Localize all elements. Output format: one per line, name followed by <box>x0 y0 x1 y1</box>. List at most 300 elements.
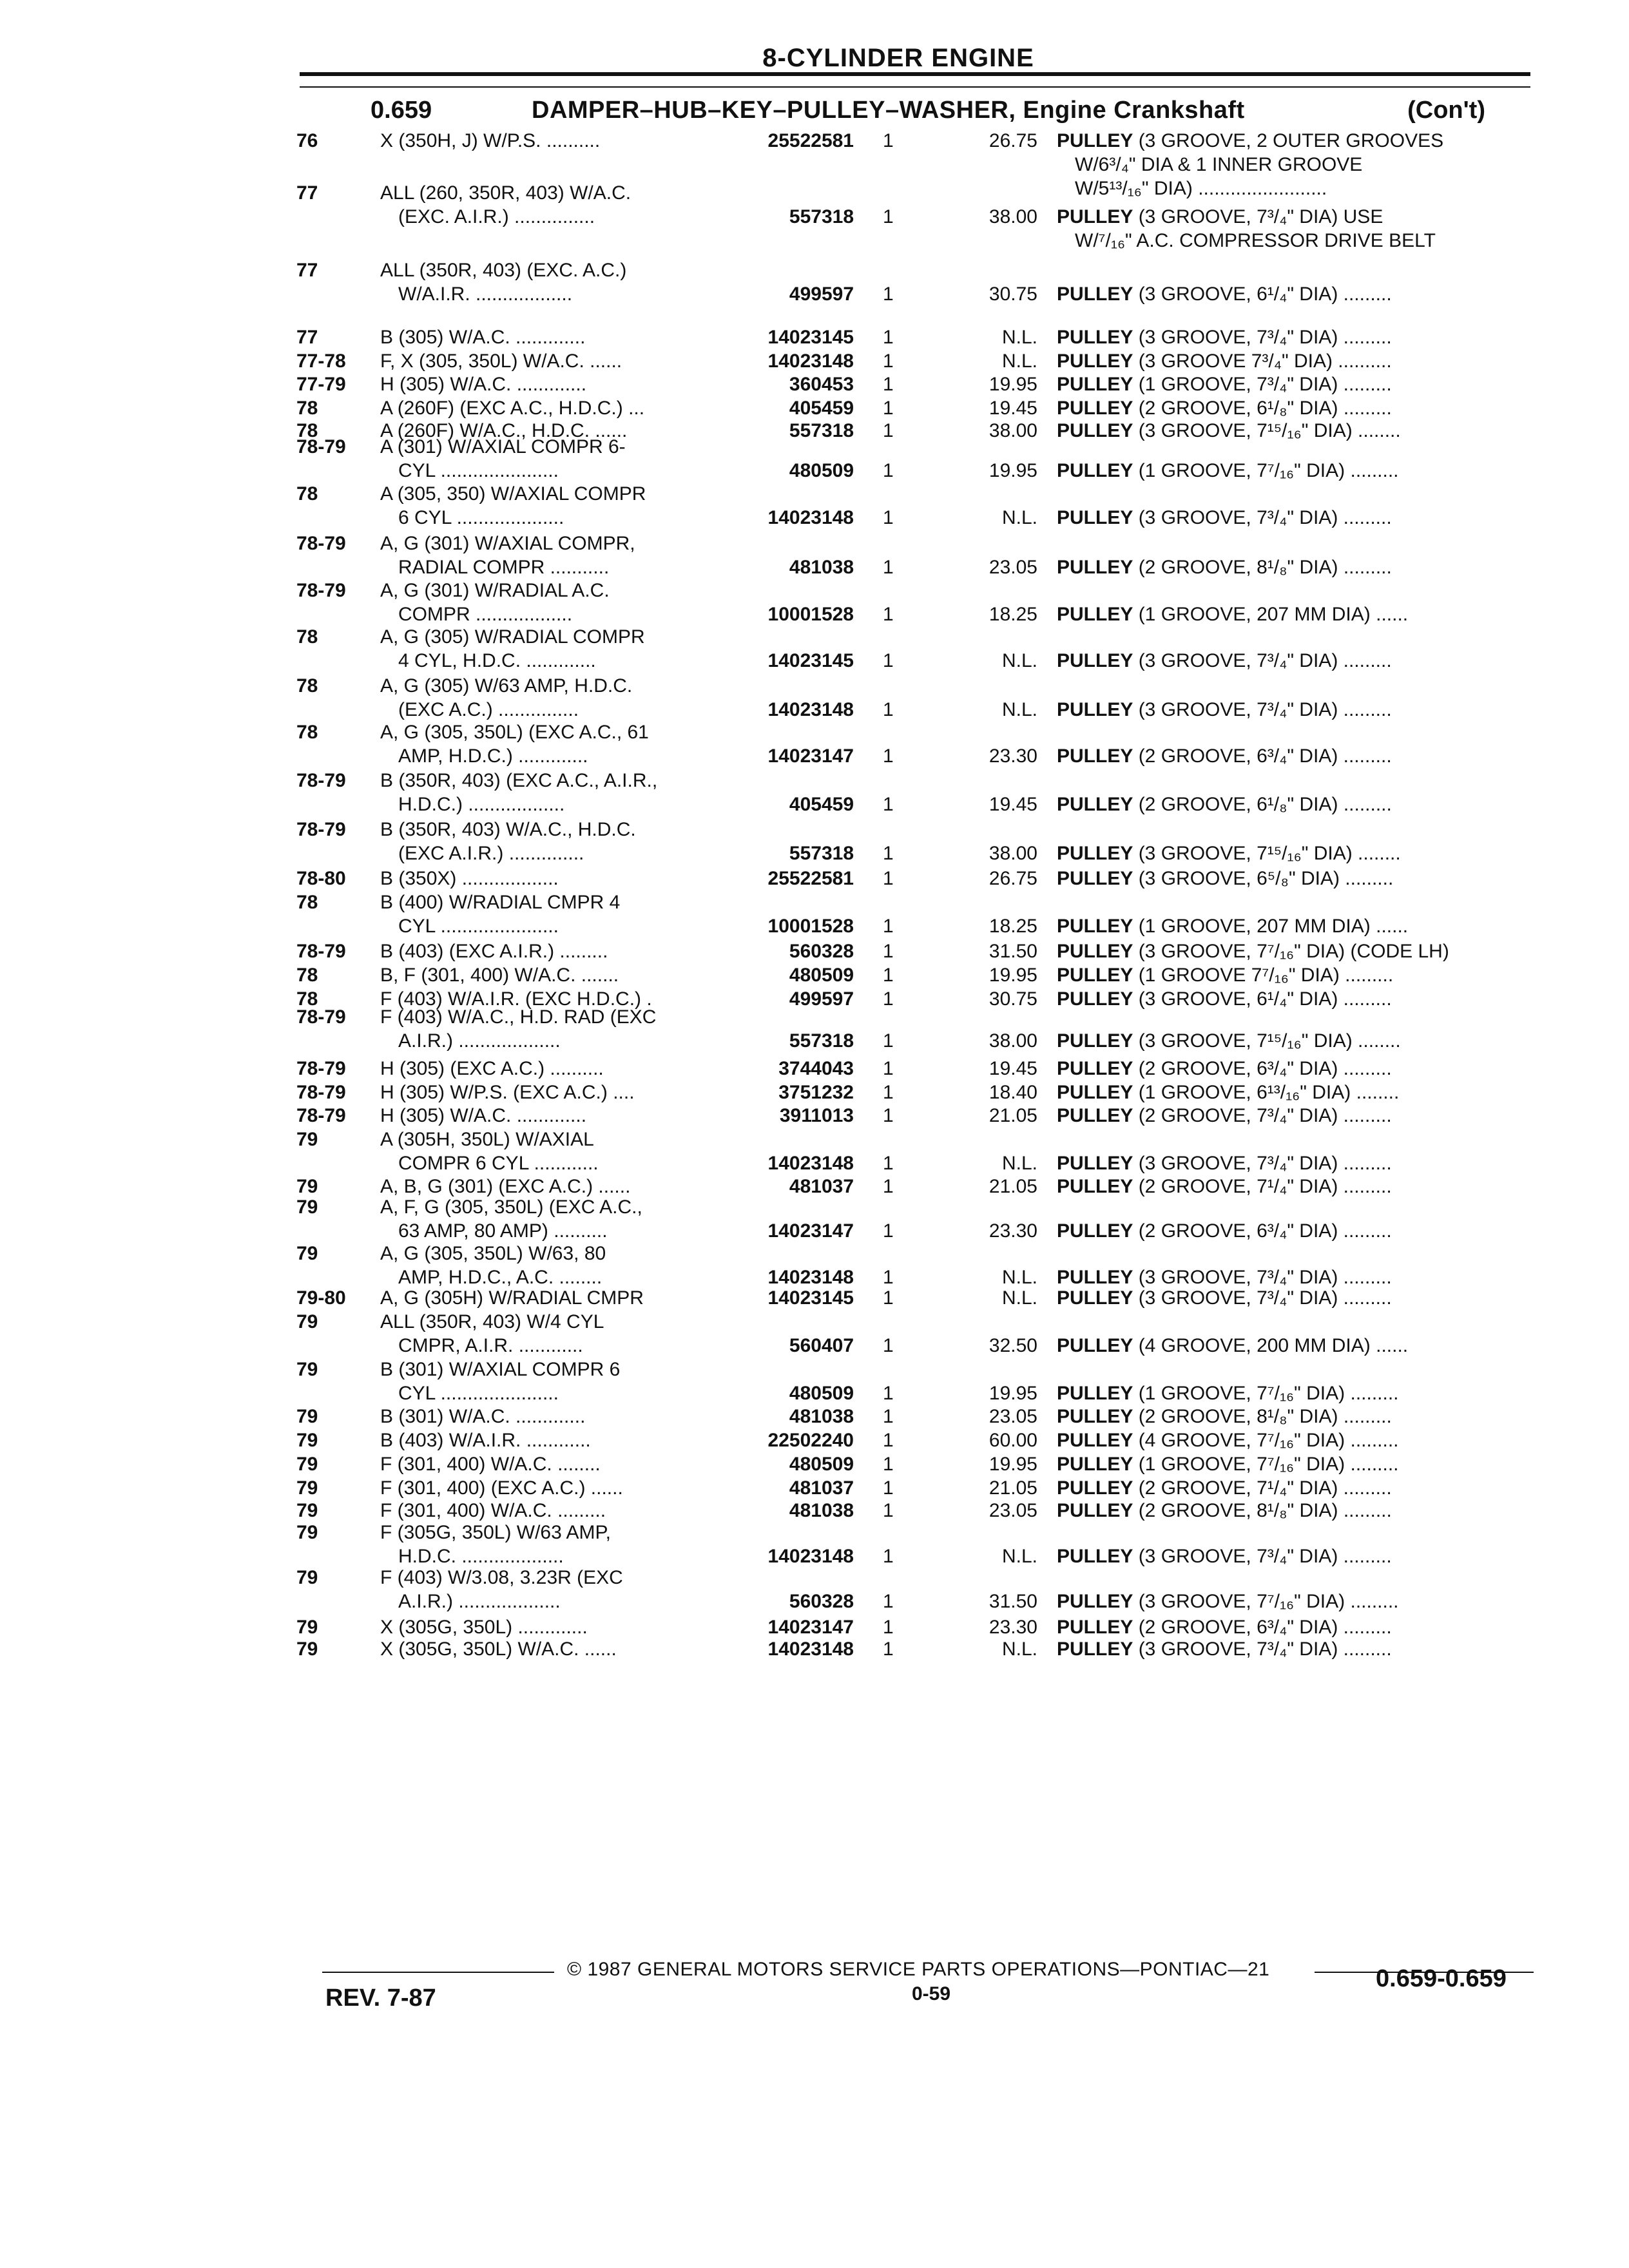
part-number: 481037 <box>789 1477 854 1499</box>
part-name <box>1057 698 1392 722</box>
part-name <box>1057 1637 1392 1661</box>
part-name <box>1057 1428 1399 1452</box>
part-name-label: PULLEY <box>1057 1105 1133 1126</box>
part-spec: (3 GROOVE, 7³/₄" DIA) ......... <box>1133 1153 1392 1174</box>
model-year: 78-79 <box>296 770 346 791</box>
quantity: 1 <box>883 557 894 578</box>
model-year: 79 <box>296 1196 318 1218</box>
application-description <box>380 325 585 349</box>
application-description <box>380 258 626 306</box>
part-name <box>1057 372 1392 396</box>
application-description <box>380 1242 606 1289</box>
quantity: 1 <box>883 1477 894 1499</box>
application-description <box>380 1428 591 1452</box>
application-description <box>380 890 620 938</box>
description-line: H (305) W/A.C. ............. <box>380 1105 587 1126</box>
model-year: 79 <box>296 1522 318 1543</box>
quantity: 1 <box>883 351 894 372</box>
part-spec: (2 GROOVE, 6³/₄" DIA) ......... <box>1133 1220 1392 1242</box>
part-name-label: PULLEY <box>1057 1430 1133 1451</box>
part-number: 14023148 <box>767 351 854 372</box>
quantity: 1 <box>883 284 894 305</box>
price: 38.00 <box>988 1030 1037 1052</box>
application-description <box>380 963 619 987</box>
description-line: (EXC. A.I.R.) ............... <box>398 206 595 227</box>
part-name <box>1057 793 1392 816</box>
part-number: 480509 <box>789 1454 854 1475</box>
application-description <box>380 1310 604 1358</box>
part-spec: (3 GROOVE, 7³/₄" DIA) ......... <box>1133 327 1392 348</box>
quantity: 1 <box>883 699 894 720</box>
application-description <box>380 769 657 816</box>
part-number: 25522581 <box>767 868 854 889</box>
part-name <box>1057 1615 1392 1639</box>
part-number: 499597 <box>789 284 854 305</box>
part-spec: (3 GROOVE, 6¹/₄" DIA) ......... <box>1133 284 1392 305</box>
quantity: 1 <box>883 1617 894 1638</box>
model-year: 78-79 <box>296 1082 346 1103</box>
part-name <box>1057 1381 1399 1405</box>
model-year: 79 <box>296 1430 318 1451</box>
part-number: 557318 <box>789 420 854 441</box>
part-name-label: PULLEY <box>1057 1058 1133 1079</box>
part-name <box>1057 1590 1399 1613</box>
part-spec: (2 GROOVE, 7¹/₄" DIA) ......... <box>1133 1477 1392 1499</box>
quantity: 1 <box>883 941 894 962</box>
description-line: X (350H, J) W/P.S. .......... <box>380 130 601 151</box>
application-description <box>380 435 626 483</box>
description-line: A, G (301) W/AXIAL COMPR, <box>380 533 635 554</box>
application-description <box>380 939 608 963</box>
part-number: 14023148 <box>767 1153 854 1174</box>
application-description <box>380 1405 585 1428</box>
price: N.L. <box>1001 1287 1037 1309</box>
part-name-label: PULLEY <box>1057 965 1133 986</box>
part-spec: (3 GROOVE, 7³/₄" DIA) ......... <box>1133 1267 1392 1288</box>
application-description <box>380 129 600 153</box>
part-spec: (2 GROOVE, 6¹/₈" DIA) ......... <box>1133 398 1392 419</box>
description-line: A, G (305, 350L) W/63, 80 <box>380 1243 606 1264</box>
part-name-label: PULLEY <box>1057 327 1133 348</box>
application-description <box>380 1521 611 1568</box>
application-description <box>380 1499 606 1523</box>
part-number: 14023147 <box>767 1220 854 1242</box>
description-line: F, X (305, 350L) W/A.C. ...... <box>380 351 622 372</box>
description-line: 4 CYL, H.D.C. ............. <box>398 650 596 671</box>
part-name-label: PULLEY <box>1057 1153 1133 1174</box>
part-name <box>1057 1452 1399 1476</box>
part-name <box>1057 744 1392 768</box>
part-name <box>1057 1286 1392 1310</box>
part-spec: (4 GROOVE, 200 MM DIA) ...... <box>1133 1335 1409 1356</box>
description-line: B (403) (EXC A.I.R.) ......... <box>380 941 608 962</box>
part-name-label: PULLEY <box>1057 988 1133 1010</box>
part-spec: (2 GROOVE, 6³/₄" DIA) ......... <box>1133 745 1392 767</box>
price: N.L. <box>1001 1639 1037 1660</box>
price: N.L. <box>1001 351 1037 372</box>
price: 30.75 <box>988 988 1037 1010</box>
price: 21.05 <box>988 1477 1037 1499</box>
description-line: ALL (260, 350R, 403) W/A.C. <box>380 182 631 204</box>
application-description <box>380 1005 656 1053</box>
model-year: 79 <box>296 1477 318 1499</box>
price: N.L. <box>1001 650 1037 671</box>
part-spec: (2 GROOVE, 6³/₄" DIA) ......... <box>1133 1617 1392 1638</box>
model-year: 79 <box>296 1639 318 1660</box>
description-line: COMPR .................. <box>398 604 573 625</box>
page-number: 0-59 <box>912 1983 951 2004</box>
quantity: 1 <box>883 1220 894 1242</box>
application-description <box>380 579 610 626</box>
model-year: 78-79 <box>296 1006 346 1028</box>
quantity: 1 <box>883 965 894 986</box>
part-name-label: PULLEY <box>1057 398 1133 419</box>
description-line: F (301, 400) (EXC A.C.) ...... <box>380 1477 623 1499</box>
description-line: CYL ...................... <box>398 1383 559 1404</box>
price: 19.95 <box>988 1383 1037 1404</box>
part-name-label: PULLEY <box>1057 1477 1133 1499</box>
application-description <box>380 1476 623 1500</box>
part-name <box>1057 602 1408 626</box>
description-line: B (350X) .................. <box>380 868 559 889</box>
price: 18.40 <box>988 1082 1037 1103</box>
description-line: A (260F) (EXC A.C., H.D.C.) ... <box>380 398 645 419</box>
part-name <box>1057 555 1392 579</box>
description-line: A.I.R.) ................... <box>398 1030 561 1052</box>
quantity: 1 <box>883 1406 894 1427</box>
part-name-label: PULLEY <box>1057 1617 1133 1638</box>
application-description <box>380 1195 642 1243</box>
part-spec: (3 GROOVE, 7³/₄" DIA) ......... <box>1133 507 1392 528</box>
quantity: 1 <box>883 1454 894 1475</box>
copyright-notice: © 1987 GENERAL MOTORS SERVICE PARTS OPERATIONS—PONTIAC—21 <box>567 1959 1270 1980</box>
price: 19.95 <box>988 965 1037 986</box>
quantity: 1 <box>883 988 894 1010</box>
price: 30.75 <box>988 284 1037 305</box>
part-spec-continued: W/⁷/₁₆" A.C. COMPRESSOR DRIVE BELT <box>1075 230 1436 251</box>
model-year: 77 <box>296 327 318 348</box>
part-number: 481038 <box>789 1406 854 1427</box>
part-number: 557318 <box>789 206 854 227</box>
part-name-label: PULLEY <box>1057 1546 1133 1567</box>
quantity: 1 <box>883 1500 894 1521</box>
part-name <box>1057 129 1443 200</box>
part-name <box>1057 1544 1392 1568</box>
part-number: 405459 <box>789 794 854 815</box>
part-spec: (2 GROOVE, 6¹/₈" DIA) ......... <box>1133 794 1392 815</box>
model-year: 79-80 <box>296 1287 346 1309</box>
quantity: 1 <box>883 130 894 151</box>
description-line: CYL ...................... <box>398 916 559 937</box>
description-line: F (305G, 350L) W/63 AMP, <box>380 1522 611 1543</box>
application-description <box>380 349 622 373</box>
part-name <box>1057 841 1401 865</box>
quantity: 1 <box>883 1030 894 1052</box>
model-year: 78-80 <box>296 868 346 889</box>
part-name-label: PULLEY <box>1057 1406 1133 1427</box>
part-name <box>1057 349 1392 373</box>
part-number: 14023145 <box>767 327 854 348</box>
description-line: B (350R, 403) W/A.C., H.D.C. <box>380 819 636 840</box>
application-description <box>380 674 632 722</box>
model-year: 78-79 <box>296 436 346 457</box>
part-name-label: PULLEY <box>1057 1591 1133 1612</box>
quantity: 1 <box>883 507 894 528</box>
description-line: H.D.C. ................... <box>398 1546 564 1567</box>
part-name <box>1057 419 1401 443</box>
part-name <box>1057 459 1399 483</box>
part-name <box>1057 1151 1392 1175</box>
quantity: 1 <box>883 1267 894 1288</box>
description-line: (EXC A.I.R.) .............. <box>398 843 584 864</box>
price: N.L. <box>1001 699 1037 720</box>
part-name-label: PULLEY <box>1057 1335 1133 1356</box>
part-spec: (3 GROOVE, 6¹/₄" DIA) ......... <box>1133 988 1392 1010</box>
description-line: (EXC A.C.) ............... <box>398 699 579 720</box>
model-year: 79 <box>296 1129 318 1150</box>
price: 23.05 <box>988 557 1037 578</box>
part-spec: (1 GROOVE, 7³/₄" DIA) ......... <box>1133 374 1392 395</box>
part-number: 560328 <box>789 1591 854 1612</box>
price: N.L. <box>1001 1267 1037 1288</box>
description-line: F (403) W/3.08, 3.23R (EXC <box>380 1567 623 1588</box>
description-line: F (403) W/A.C., H.D. RAD (EXC <box>380 1006 657 1028</box>
part-name <box>1057 282 1392 306</box>
part-name <box>1057 1104 1392 1128</box>
part-name <box>1057 987 1392 1011</box>
model-year: 79 <box>296 1500 318 1521</box>
model-year: 78-79 <box>296 819 346 840</box>
description-line: B, F (301, 400) W/A.C. ....... <box>380 965 619 986</box>
description-line: A.I.R.) ................... <box>398 1591 561 1612</box>
description-line: A (305H, 350L) W/AXIAL <box>380 1129 594 1150</box>
continued-label: (Con't) <box>1407 97 1485 124</box>
model-year: 79 <box>296 1359 318 1380</box>
part-spec: (3 GROOVE, 6⁵/₈" DIA) ......... <box>1133 868 1394 889</box>
description-line: F (301, 400) W/A.C. ......... <box>380 1500 606 1521</box>
application-description <box>380 181 631 229</box>
part-name-label: PULLEY <box>1057 1454 1133 1475</box>
part-name-label: PULLEY <box>1057 1267 1133 1288</box>
price: 23.30 <box>988 1220 1037 1242</box>
application-description <box>380 1452 601 1476</box>
price: 38.00 <box>988 420 1037 441</box>
description-line: A, G (301) W/RADIAL A.C. <box>380 580 610 601</box>
quantity: 1 <box>883 206 894 227</box>
part-name-label: PULLEY <box>1057 557 1133 578</box>
model-year: 76 <box>296 130 318 151</box>
header-rule <box>300 72 1530 76</box>
application-description <box>380 818 636 865</box>
price: 23.05 <box>988 1406 1037 1427</box>
description-line: F (301, 400) W/A.C. ........ <box>380 1454 601 1475</box>
price: 26.75 <box>988 868 1037 889</box>
part-name-label: PULLEY <box>1057 650 1133 671</box>
model-year: 79 <box>296 1617 318 1638</box>
description-line: RADIAL COMPR ........... <box>398 557 610 578</box>
description-line: 6 CYL .................... <box>398 507 564 528</box>
price: 19.95 <box>988 460 1037 481</box>
part-name <box>1057 963 1393 987</box>
part-spec: (3 GROOVE, 7⁷/₁₆" DIA) ......... <box>1133 1591 1399 1612</box>
description-line: AMP, H.D.C.) ............. <box>398 745 588 767</box>
part-spec: (3 GROOVE, 7¹⁵/₁₆" DIA) ........ <box>1133 843 1401 864</box>
price: 23.05 <box>988 1500 1037 1521</box>
part-name <box>1057 914 1408 938</box>
section-heading: DAMPER–HUB–KEY–PULLEY–WASHER, Engine Crankshaft <box>532 97 1245 124</box>
description-line: AMP, H.D.C., A.C. ........ <box>398 1267 602 1288</box>
description-line: B (301) W/AXIAL COMPR 6 <box>380 1359 621 1380</box>
description-line: B (305) W/A.C. ............. <box>380 327 586 348</box>
quantity: 1 <box>883 650 894 671</box>
part-number: 14023145 <box>767 1287 854 1309</box>
part-name-label: PULLEY <box>1057 1639 1133 1660</box>
application-description <box>380 1081 635 1104</box>
part-spec: (3 GROOVE, 2 OUTER GROOVES <box>1133 130 1444 151</box>
part-name <box>1057 1175 1392 1198</box>
application-description <box>380 1637 617 1661</box>
part-number: 14023148 <box>767 507 854 528</box>
application-description <box>380 1286 644 1310</box>
part-number: 405459 <box>789 398 854 419</box>
part-spec: (2 GROOVE, 7³/₄" DIA) ......... <box>1133 1105 1392 1126</box>
model-year: 78 <box>296 483 318 505</box>
part-name <box>1057 1476 1392 1500</box>
part-spec: (3 GROOVE, 7³/₄" DIA) ......... <box>1133 1287 1392 1309</box>
part-name-label: PULLEY <box>1057 284 1133 305</box>
quantity: 1 <box>883 843 894 864</box>
quantity: 1 <box>883 1591 894 1612</box>
description-line: W/A.I.R. .................. <box>398 284 573 305</box>
quantity: 1 <box>883 374 894 395</box>
part-name-label: PULLEY <box>1057 1220 1133 1242</box>
model-year: 78 <box>296 722 318 743</box>
description-line: ALL (350R, 403) W/4 CYL <box>380 1311 604 1332</box>
model-year: 78 <box>296 626 318 648</box>
part-name <box>1057 939 1449 963</box>
part-number: 481038 <box>789 1500 854 1521</box>
description-line: A (301) W/AXIAL COMPR 6- <box>380 436 626 457</box>
part-spec: (3 GROOVE 7³/₄" DIA) .......... <box>1133 351 1392 372</box>
price: 23.30 <box>988 1617 1037 1638</box>
model-year: 79 <box>296 1176 318 1197</box>
part-number: 480509 <box>789 460 854 481</box>
quantity: 1 <box>883 794 894 815</box>
part-name <box>1057 1334 1408 1358</box>
quantity: 1 <box>883 745 894 767</box>
part-name-label: PULLEY <box>1057 843 1133 864</box>
part-number: 481038 <box>789 557 854 578</box>
description-line: 63 AMP, 80 AMP) .......... <box>398 1220 608 1242</box>
part-name <box>1057 867 1393 890</box>
description-line: A, F, G (305, 350L) (EXC A.C., <box>380 1196 642 1218</box>
part-name-label: PULLEY <box>1057 374 1133 395</box>
description-line: F (403) W/A.I.R. (EXC H.D.C.) . <box>380 988 652 1010</box>
part-number: 14023148 <box>767 1546 854 1567</box>
part-spec: (1 GROOVE, 7⁷/₁₆" DIA) ......... <box>1133 1454 1399 1475</box>
model-year: 78 <box>296 988 318 1010</box>
application-description <box>380 1104 586 1128</box>
price: 31.50 <box>988 1591 1037 1612</box>
section-title <box>371 97 1524 129</box>
model-year: 78 <box>296 675 318 697</box>
part-name <box>1057 325 1392 349</box>
price: 26.75 <box>988 130 1037 151</box>
model-year: 77-79 <box>296 374 346 395</box>
description-line: B (400) W/RADIAL CMPR 4 <box>380 892 621 913</box>
part-name-label: PULLEY <box>1057 130 1133 151</box>
part-spec: (1 GROOVE, 207 MM DIA) ...... <box>1133 604 1409 625</box>
part-name <box>1057 1405 1392 1428</box>
description-line: CYL ...................... <box>398 460 559 481</box>
part-name-label: PULLEY <box>1057 868 1133 889</box>
model-year: 78 <box>296 398 318 419</box>
part-number: 10001528 <box>767 604 854 625</box>
quantity: 1 <box>883 868 894 889</box>
price: N.L. <box>1001 1546 1037 1567</box>
price: 32.50 <box>988 1335 1037 1356</box>
part-number: 481037 <box>789 1176 854 1197</box>
part-number: 14023148 <box>767 1267 854 1288</box>
price: 38.00 <box>988 206 1037 227</box>
header-rule-thin <box>300 86 1530 88</box>
part-number: 560407 <box>789 1335 854 1356</box>
part-name-label: PULLEY <box>1057 604 1133 625</box>
part-spec: (3 GROOVE, 7¹⁵/₁₆" DIA) ........ <box>1133 420 1401 441</box>
part-name-label: PULLEY <box>1057 745 1133 767</box>
part-number: 22502240 <box>767 1430 854 1451</box>
part-name <box>1057 1057 1392 1081</box>
application-description <box>380 1566 623 1613</box>
model-year: 79 <box>296 1243 318 1264</box>
part-name-label: PULLEY <box>1057 1030 1133 1052</box>
quantity: 1 <box>883 1105 894 1126</box>
part-spec: (1 GROOVE, 6¹³/₁₆" DIA) ........ <box>1133 1082 1400 1103</box>
part-name-label: PULLEY <box>1057 941 1133 962</box>
quantity: 1 <box>883 1546 894 1567</box>
quantity: 1 <box>883 327 894 348</box>
model-year: 79 <box>296 1567 318 1588</box>
price: 38.00 <box>988 843 1037 864</box>
price: 19.45 <box>988 794 1037 815</box>
revision-label: REV. 7-87 <box>325 1984 436 2012</box>
part-spec: (3 GROOVE, 7³/₄" DIA) USE <box>1133 206 1383 227</box>
part-number: 3751232 <box>778 1082 854 1103</box>
part-name <box>1057 1029 1401 1053</box>
model-year: 78 <box>296 420 318 441</box>
model-year: 78 <box>296 965 318 986</box>
price: 23.30 <box>988 745 1037 767</box>
description-line: A, G (305, 350L) (EXC A.C., 61 <box>380 722 649 743</box>
model-year: 78-79 <box>296 1105 346 1126</box>
description-line: H.D.C.) .................. <box>398 794 565 815</box>
description-line: B (301) W/A.C. ............. <box>380 1406 586 1427</box>
model-year: 78-79 <box>296 941 346 962</box>
description-line: A (305, 350) W/AXIAL COMPR <box>380 483 646 505</box>
model-year: 78-79 <box>296 533 346 554</box>
price: 31.50 <box>988 941 1037 962</box>
part-spec: (2 GROOVE, 8¹/₈" DIA) ......... <box>1133 557 1392 578</box>
part-name-label: PULLEY <box>1057 1082 1133 1103</box>
quantity: 1 <box>883 1430 894 1451</box>
part-number: 25522581 <box>767 130 854 151</box>
model-year: 78 <box>296 892 318 913</box>
quantity: 1 <box>883 1153 894 1174</box>
application-description <box>380 720 649 768</box>
quantity: 1 <box>883 460 894 481</box>
model-year: 77-78 <box>296 351 346 372</box>
price: 18.25 <box>988 604 1037 625</box>
